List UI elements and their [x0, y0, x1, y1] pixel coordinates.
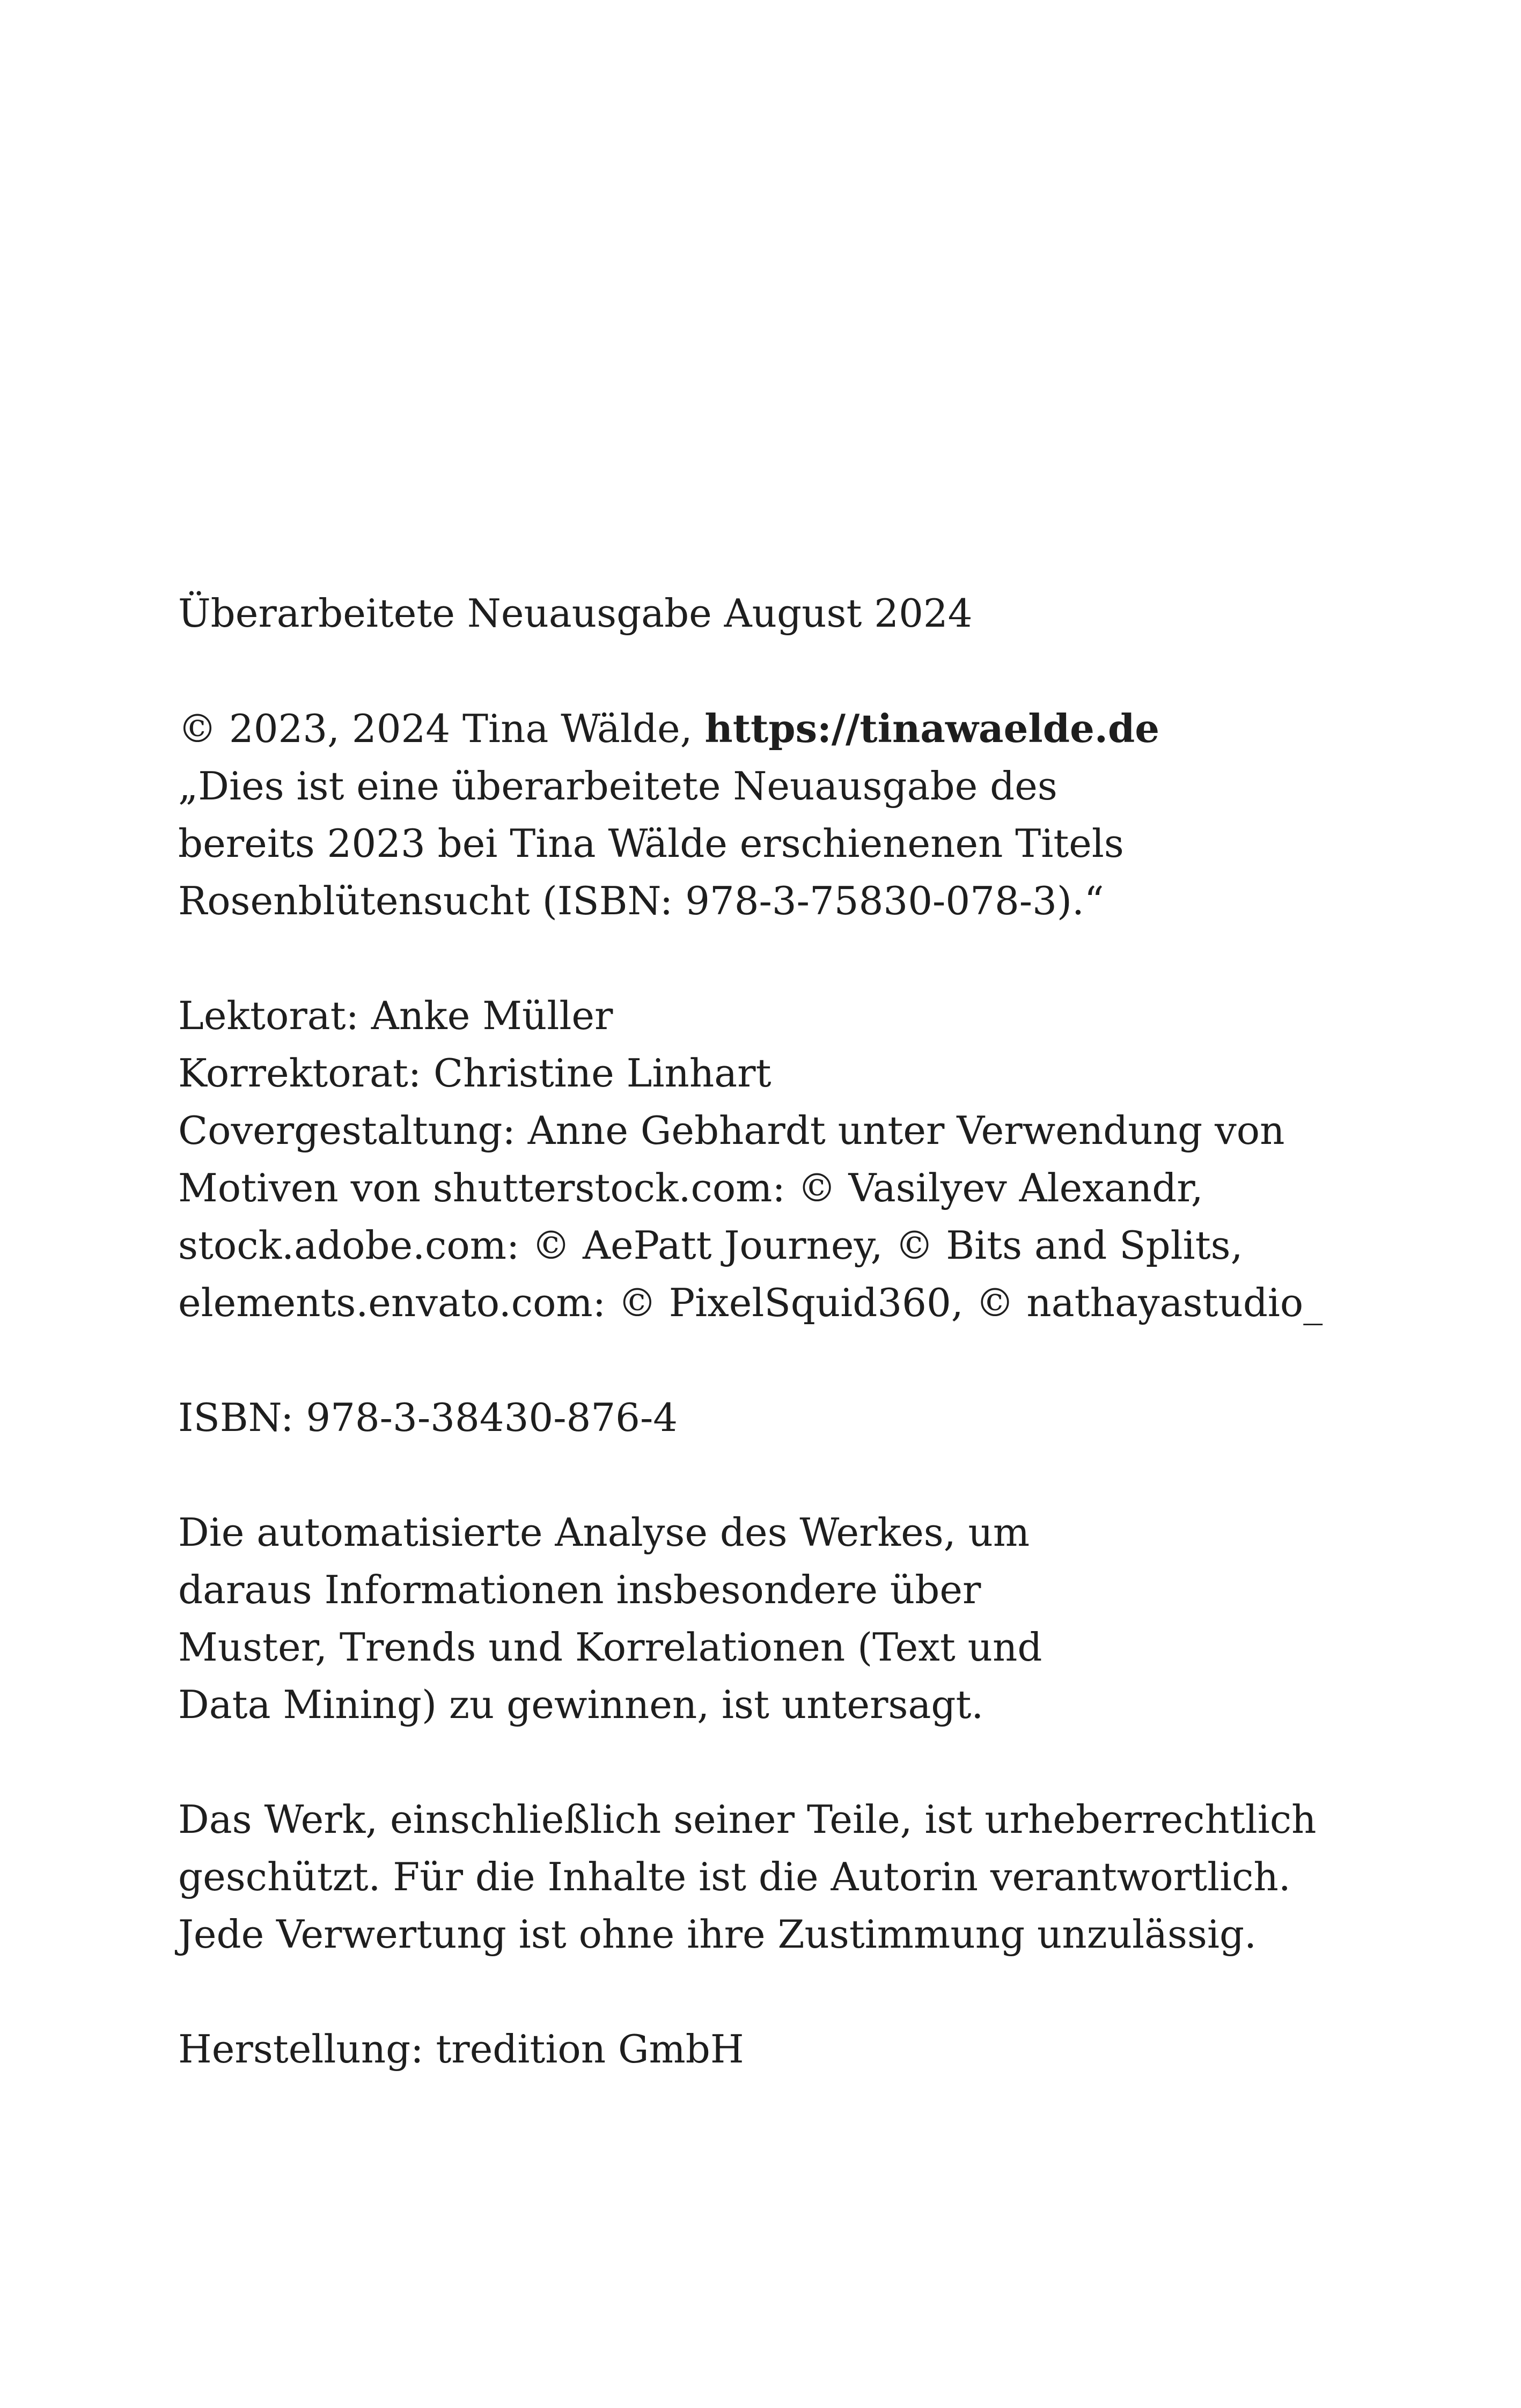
author-website-link[interactable]: https://tinawaelde.de: [704, 706, 1160, 751]
image-credit-line: elements.envato.com: © PixelSquid360, © nathayastudio_: [178, 1280, 1323, 1325]
copyright-holder: © 2023, 2024 Tina Wälde,: [178, 706, 705, 751]
isbn-line: ISBN: 978-3-38430-876-4: [178, 1395, 678, 1440]
image-credit-line: stock.adobe.com: © AePatt Journey, © Bits and Splits,: [178, 1223, 1243, 1268]
text-data-mining-notice-line: Data Mining) zu gewinnen, ist untersagt.: [178, 1682, 984, 1727]
image-credit-line: Motiven von shutterstock.com: © Vasilyev Alexandr,: [178, 1165, 1203, 1210]
text-data-mining-notice-line: Die automatisierte Analyse des Werkes, um: [178, 1510, 1030, 1555]
copyright-notice-line: Jede Verwertung ist ohne ihre Zustimmung unzulässig.: [178, 1912, 1257, 1957]
copyright-notice-line: Das Werk, einschließlich seiner Teile, ist urheberrechtlich: [178, 1797, 1317, 1842]
imprint-block: [178, 585, 1412, 2078]
editor-credit: Lektorat: Anke Müller: [178, 993, 613, 1038]
copyright-notice-line: geschützt. Für die Inhalte ist die Autorin verantwortlich.: [178, 1854, 1291, 1899]
spacer: [178, 642, 1412, 700]
spacer: [178, 1447, 1412, 1504]
spacer: [178, 930, 1412, 987]
text-data-mining-notice-line: daraus Informationen insbesondere über: [178, 1567, 981, 1612]
production-credit: Herstellung: tredition GmbH: [178, 2027, 744, 2072]
edition-line: Überarbeitete Neuausgabe August 2024: [178, 591, 973, 636]
edition-note-line: „Dies ist eine überarbeitete Neuausgabe des: [178, 763, 1057, 809]
edition-note-line: Rosenblütensucht (ISBN: 978-3-75830-078-3).“: [178, 878, 1104, 923]
spacer: [178, 1963, 1412, 2021]
cover-design-credit: Covergestaltung: Anne Gebhardt unter Verwendung von: [178, 1108, 1285, 1153]
text-data-mining-notice-line: Muster, Trends und Korrelationen (Text und: [178, 1625, 1042, 1670]
spacer: [178, 1734, 1412, 1791]
proofreader-credit: Korrektorat: Christine Linhart: [178, 1051, 771, 1096]
edition-note-line: bereits 2023 bei Tina Wälde erschienenen Titels: [178, 821, 1124, 866]
spacer: [178, 1332, 1412, 1389]
copyright-line: [178, 700, 1412, 758]
